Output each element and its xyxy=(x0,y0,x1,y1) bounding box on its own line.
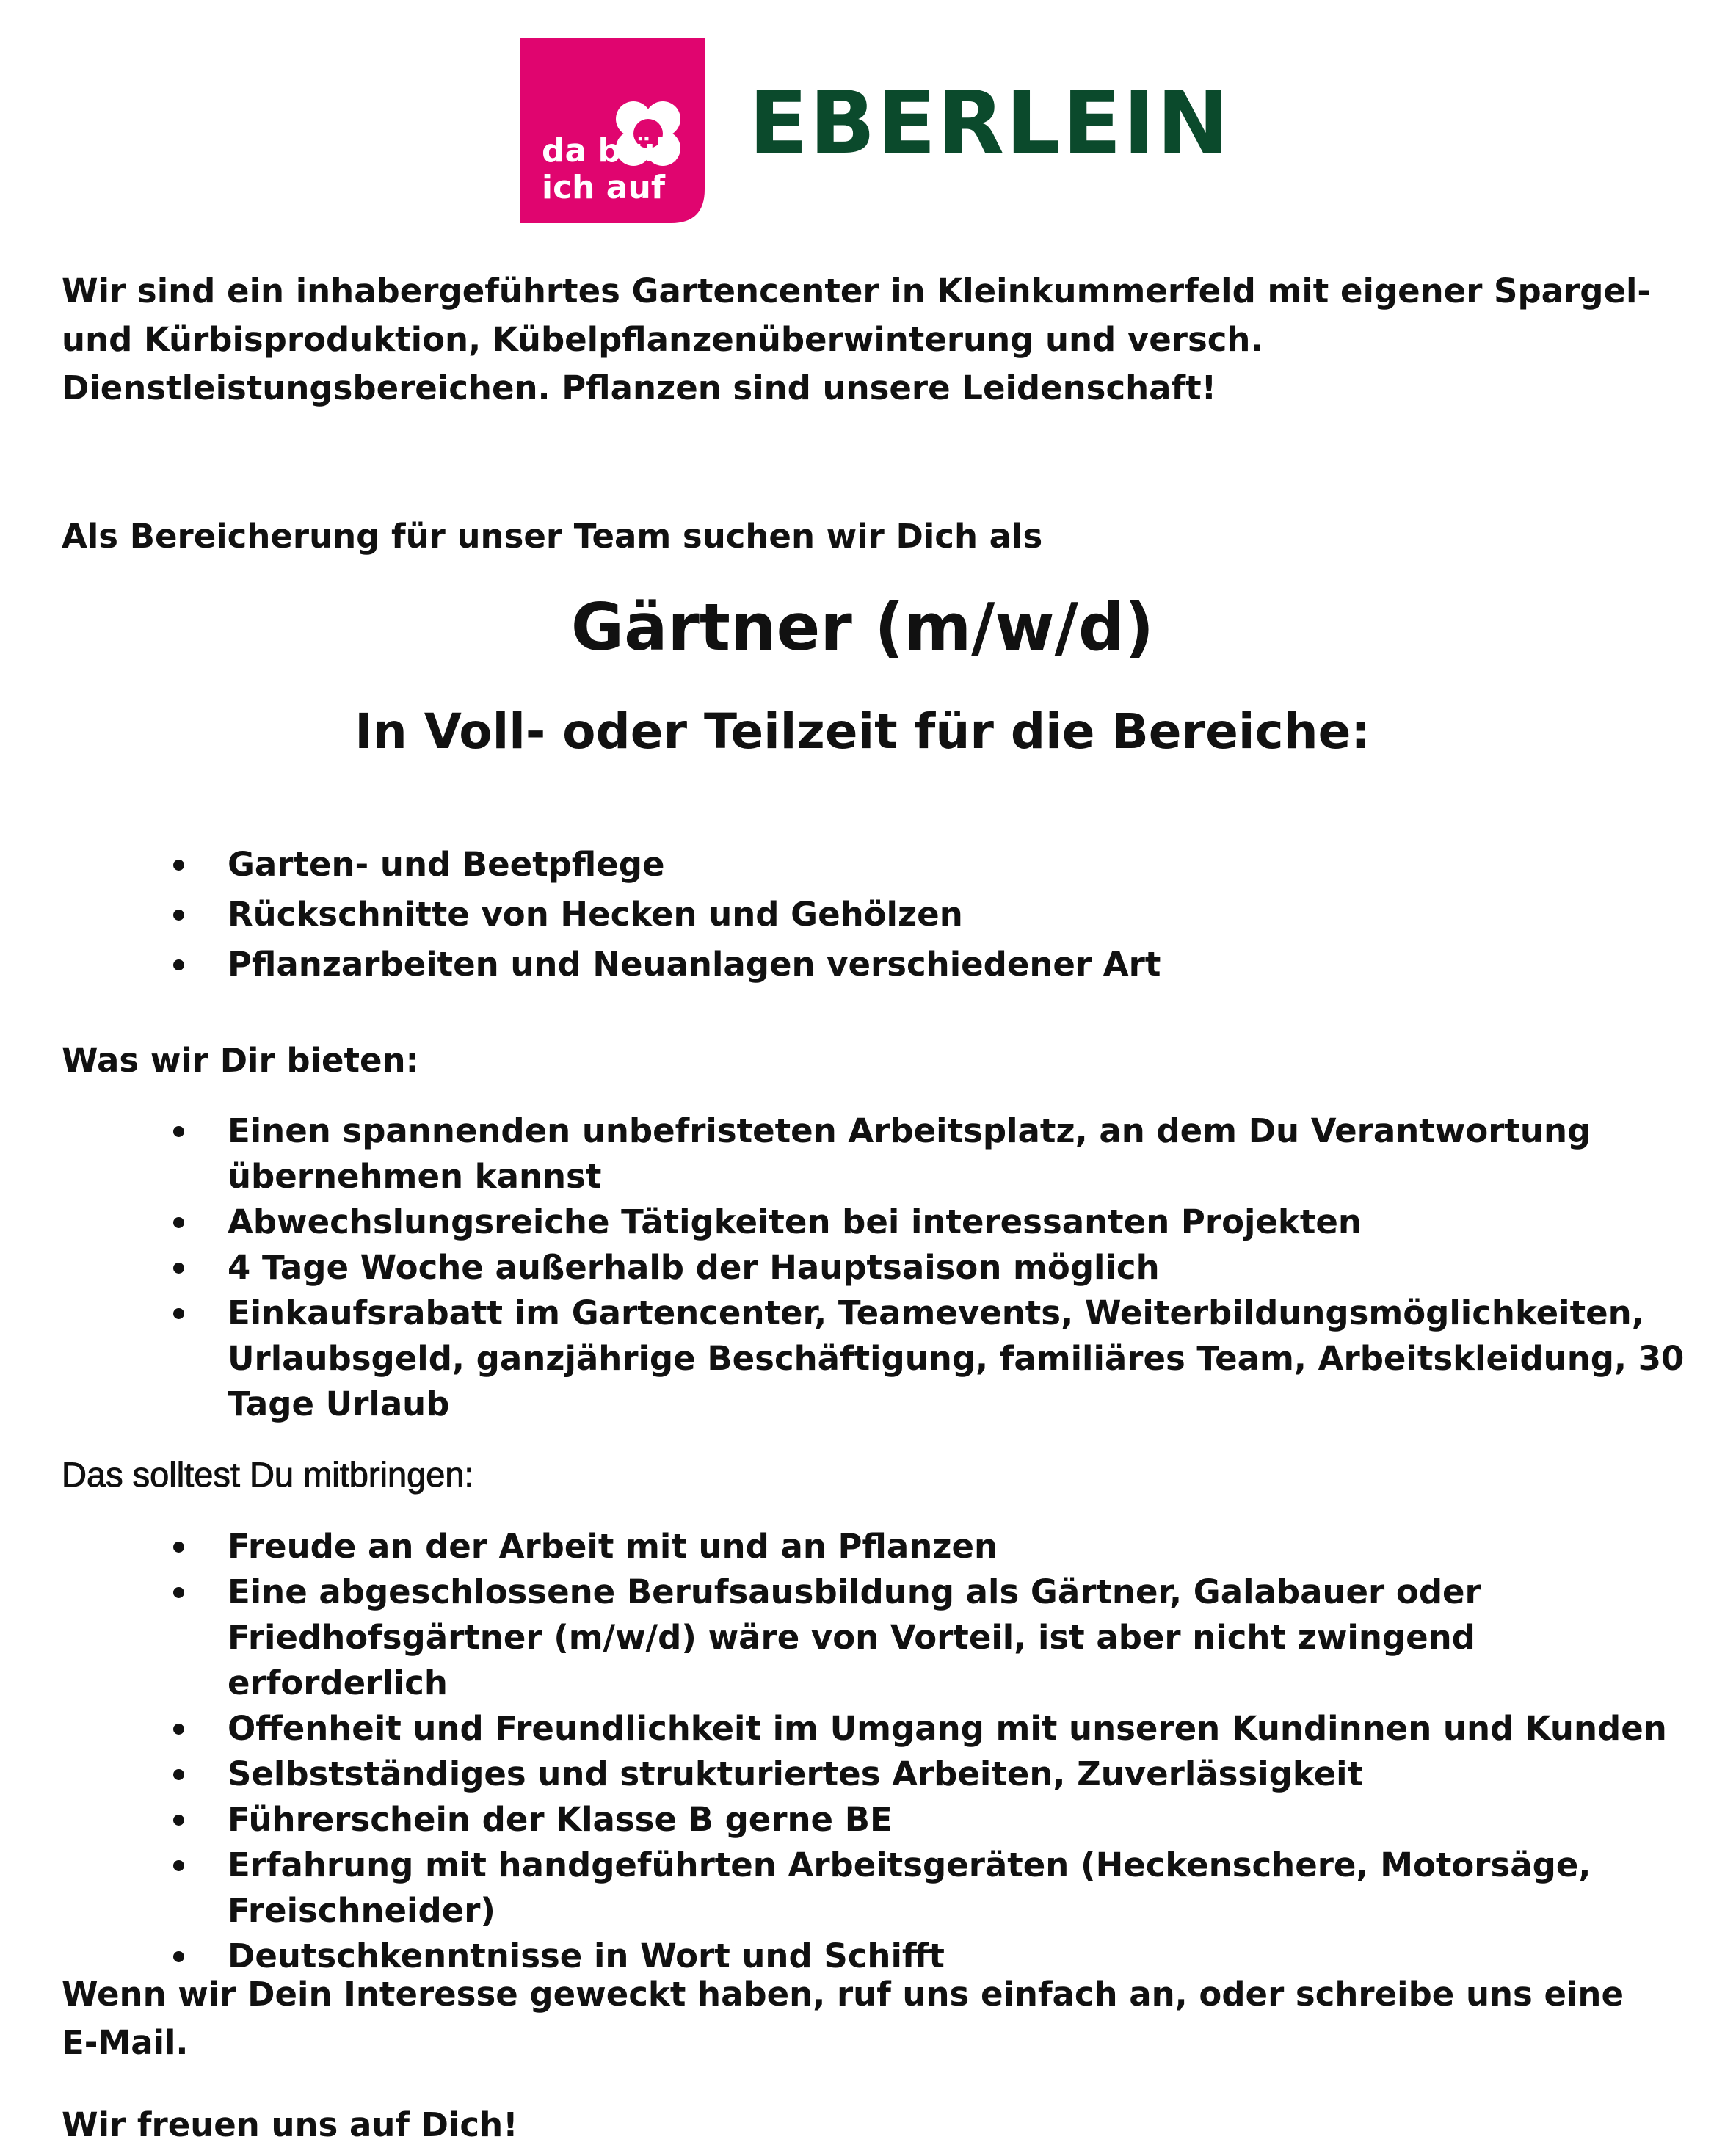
list-item xyxy=(0,890,1688,940)
list-item-text: Führerschein der Klasse B gerne BE xyxy=(228,1800,893,1839)
list-item xyxy=(0,1245,1688,1291)
list-item xyxy=(0,1291,1688,1427)
bullet-icon xyxy=(173,959,184,970)
bullet-icon xyxy=(173,1587,184,1598)
requirements-list xyxy=(0,1524,1688,1979)
bullet-icon xyxy=(173,1724,184,1735)
requirements-heading: Das solltest Du mitbringen: xyxy=(62,1455,474,1494)
list-item-text: Erfahrung mit handgeführten Arbeitsgeräten (Heckenschere, Motorsäge, Freischneider) xyxy=(228,1845,1591,1930)
list-item-text: Einkaufsrabatt im Gartencenter, Teamevents, Weiterbildungsmöglichkeiten, Urlaubsgeld, ganzjährige Beschäftigung, familiäres Team, Arbeitskleidung, 30 Tage Urlaub xyxy=(228,1293,1685,1423)
list-item-text: Selbstständiges und strukturiertes Arbeiten, Zuverlässigkeit xyxy=(228,1754,1364,1793)
job-subtitle: In Voll- oder Teilzeit für die Bereiche: xyxy=(355,703,1370,760)
bullet-icon xyxy=(173,1951,184,1962)
logo-tagline-line1: da blüh xyxy=(542,132,678,170)
list-item xyxy=(0,1752,1688,1797)
list-item xyxy=(0,1706,1688,1752)
list-item xyxy=(0,1524,1688,1569)
bullet-icon xyxy=(173,1217,184,1228)
bullet-icon xyxy=(173,1769,184,1780)
job-title: Gärtner (m/w/d) xyxy=(570,589,1155,665)
list-item-text: 4 Tage Woche außerhalb der Hauptsaison möglich xyxy=(228,1248,1160,1287)
bullet-icon xyxy=(173,1308,184,1319)
list-item xyxy=(0,940,1688,990)
brand-name: EBERLEIN xyxy=(749,72,1231,173)
list-item-text: Abwechslungsreiche Tätigkeiten bei interessanten Projekten xyxy=(228,1202,1362,1241)
list-item xyxy=(0,840,1688,890)
offer-heading: Was wir Dir bieten: xyxy=(62,1041,419,1080)
bullet-icon xyxy=(173,860,184,871)
logo-badge-graphic xyxy=(520,38,705,223)
bullet-icon xyxy=(173,1263,184,1274)
list-item-text: Offenheit und Freundlichkeit im Umgang mit unseren Kundinnen und Kunden xyxy=(228,1709,1667,1748)
list-item xyxy=(0,1797,1688,1843)
search-line: Als Bereicherung für unser Team suchen wir Dich als xyxy=(62,517,1043,556)
list-item-text: Eine abgeschlossene Berufsausbildung als Gärtner, Galabauer oder Friedhofsgärtner (m/w/d) wäre von Vorteil, ist aber nicht zwingend erforderlich xyxy=(228,1572,1481,1702)
list-item xyxy=(0,1843,1688,1934)
areas-list xyxy=(0,840,1688,990)
closing-line: Wir freuen uns auf Dich! xyxy=(62,2105,518,2144)
bullet-icon xyxy=(173,1542,184,1553)
list-item-text: Freude an der Arbeit mit und an Pflanzen xyxy=(228,1527,998,1566)
list-item-text: Einen spannenden unbefristeten Arbeitsplatz, an dem Du Verantwortung übernehmen kannst xyxy=(228,1111,1591,1196)
list-item-text: Rückschnitte von Hecken und Gehölzen xyxy=(228,895,963,934)
intro-paragraph: Wir sind ein inhabergeführtes Gartencenter in Kleinkummerfeld mit eigener Spargel- und Kürbisproduktion, Kübelpflanzenüberwinterung und versch. Dienstleistungsbereichen. Pflanzen sind unsere Leidenschaft! xyxy=(62,272,1652,407)
bullet-icon xyxy=(173,1860,184,1871)
list-item xyxy=(0,1108,1688,1199)
list-item xyxy=(0,1199,1688,1245)
bullet-icon xyxy=(173,1126,184,1137)
bullet-icon xyxy=(173,910,184,921)
offers-list xyxy=(0,1108,1688,1427)
logo-badge xyxy=(520,38,705,223)
list-item-text: Deutschkenntnisse in Wort und Schifft xyxy=(228,1937,945,1975)
list-item xyxy=(0,1569,1688,1706)
list-item-text: Garten- und Beetpflege xyxy=(228,845,665,884)
list-item-text: Pflanzarbeiten und Neuanlagen verschiedener Art xyxy=(228,945,1161,984)
logo-tagline-line2: ich auf xyxy=(542,169,665,206)
bullet-icon xyxy=(173,1815,184,1826)
contact-paragraph: Wenn wir Dein Interesse geweckt haben, ruf uns einfach an, oder schreibe uns eine E-Mail. xyxy=(62,1975,1624,2062)
